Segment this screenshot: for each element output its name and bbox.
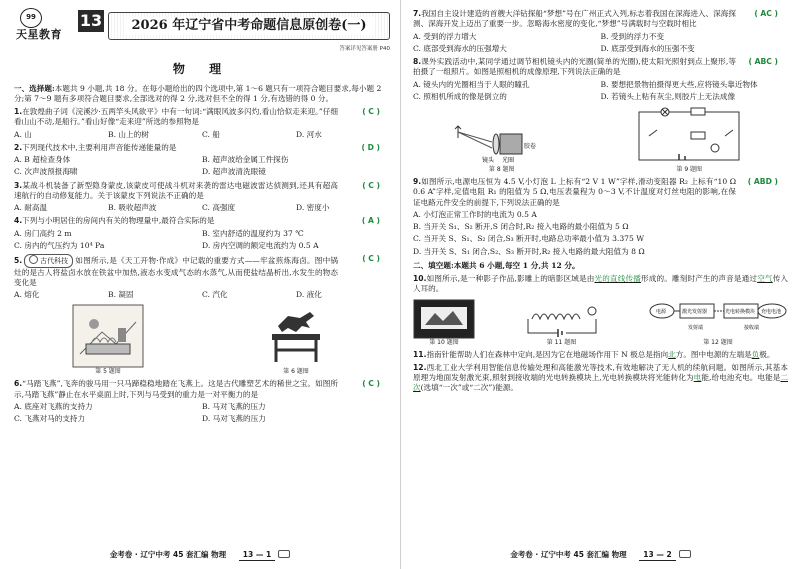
question-9 (413, 177, 788, 257)
options (14, 229, 390, 252)
options (14, 203, 390, 213)
footer-right (401, 550, 800, 561)
question-number: 1. (14, 107, 23, 117)
question-6 (14, 379, 390, 424)
question-text: 西北工业大学利用智能信息传输处理和高能激光等技术,有效地解决了无人机的续航问题。如图所示,其基本原理为地面发射激光束,照射到接收端的光电转换模块上,光电转换模块将光能转化为 (413, 362, 788, 383)
figure-11-caption: 第 11 题图 (546, 338, 577, 346)
option-a: A. B 超检查身体 (14, 155, 71, 165)
topic-tag-label: 古代科技 (40, 257, 69, 266)
figure-9-caption: 第 9 题图 (676, 166, 703, 173)
figures-8-9 (413, 106, 788, 174)
paper-number: 13 (79, 11, 103, 30)
figure-6-caption: 第 6 题图 (283, 368, 309, 376)
figure-9 (629, 106, 749, 174)
question-text: (选填“一次”或“二次”)能源。 (420, 383, 518, 393)
options (413, 80, 788, 103)
option-d: D. 当开关 S、S₁ 闭合,S₂、S₃ 断开时,R₂ 接入电路的最大阻值为 8 Ω (413, 246, 645, 256)
section-2-title (413, 261, 788, 271)
question-text: 如图所示,是《天工开物·作成》中记载的重要方式——牢盆煎炼海卤。图中锅灶的是古人将盐卤水放在铁盆中加热,液态水变成气态的水蒸气,从而使盐结晶析出,水发生的物态变化是 (14, 256, 338, 287)
gear-icon (29, 255, 38, 264)
option-a: A. 镜头内的光圈相当于人眼的瞳孔 (413, 79, 530, 89)
option-b: B. 马对飞燕的压力 (202, 401, 266, 411)
brand (14, 6, 78, 44)
answer-blank-1: 电 (693, 373, 702, 383)
option-b: B. 受到的浮力不变 (600, 31, 665, 41)
question-4 (14, 216, 390, 251)
coil-circuit-icon (522, 299, 602, 339)
question-text: 能,给电池充电。电能是 (701, 373, 781, 383)
question-number: 11. (413, 349, 427, 359)
figure-5 (72, 304, 144, 376)
page-number: 13 — 2 (639, 550, 675, 561)
option-a: A. 受到的浮力增大 (413, 31, 477, 41)
question-text: 下列与小明居住的房间内有关的物理量中,最符合实际的是 (22, 216, 215, 226)
option-b: B. 超声波给金属工件探伤 (202, 155, 289, 165)
question-number: 9. (413, 177, 422, 187)
section-1-title (14, 84, 390, 105)
footer-text: 金考卷 · 辽宁中考 45 套汇编 物理 (510, 549, 627, 559)
topic-tag (24, 254, 73, 267)
figure-10 (413, 299, 475, 347)
figure-5-caption: 第 5 题图 (95, 368, 121, 376)
question-text: 形成的。雕刻时产生的声音是通过 (640, 274, 758, 284)
option-c: C. 汽化 (202, 290, 228, 300)
question-stem (14, 143, 390, 153)
figure-11 (522, 299, 602, 347)
option-a: A. 小灯泡正常工作时的电流为 0.5 A (413, 209, 537, 219)
figure-6 (260, 304, 332, 376)
fig12-a: 电源 (656, 308, 667, 315)
question-12 (413, 363, 788, 394)
options (14, 130, 390, 140)
option-c: C. 房内的气压约为 10⁴ Pa (14, 240, 105, 250)
question-number: 6. (14, 379, 23, 389)
option-d: D. 超声波清洗眼镜 (202, 167, 266, 177)
question-10 (413, 274, 788, 295)
question-number: 10. (413, 274, 427, 284)
figure-8 (452, 118, 552, 174)
section-2-label: 二、填空题: (413, 260, 454, 270)
fig12-c: 发射端 (688, 324, 704, 331)
subject-title: 物 理 (172, 62, 232, 77)
options (14, 402, 390, 425)
question-text: 如图所示,是一种影子作品,影雕上的暗影区域是由 (426, 274, 595, 284)
fig8-label-aperture: 光圈 (501, 157, 514, 164)
section-1-desc: 本题共 9 小题,共 18 分。在每小题给出的四个选项中,第 1～6 题只有一项符合题目要求,每小题 2 分;第 7～9 题有多项符合题目要求,全部选对的得 2 分,选对但不全的得 1 分,有选错的得 0 分。 (14, 83, 382, 103)
question-number: 7. (413, 9, 422, 18)
answer-mark: ( ABC ) (748, 57, 778, 66)
question-stem (413, 57, 788, 78)
page-number: 13 — 1 (239, 550, 275, 561)
section-2-desc: 本题共 6 小题,每空 1 分,共 12 分。 (453, 260, 580, 270)
option-c: C. 船 (202, 129, 220, 139)
question-text: 某战斗机装备了新型隐身蒙皮,该蒙皮可使战斗机对来袭的雷达电磁波雷达侦测到,还具有超高速航行的自动修复能力。关于该蒙皮下列说法不正确的是 (14, 180, 338, 200)
circuit-diagram-icon (629, 106, 749, 166)
answer-reference: 答案详见答案册 P40 (339, 46, 390, 52)
option-c: C. 照相机所成的像是倒立的 (413, 91, 507, 101)
question-stem (14, 181, 390, 202)
option-a: A. 山 (14, 129, 32, 139)
paper-title-box (108, 12, 390, 40)
answer-mark: ( D ) (361, 142, 380, 152)
question-7 (413, 9, 788, 54)
option-d: D. 马对飞燕的压力 (202, 414, 266, 424)
figure-10-caption: 第 10 题图 (429, 338, 459, 346)
option-d: D. 河水 (296, 129, 322, 139)
question-stem (413, 177, 788, 208)
horse-statue-icon (260, 304, 332, 368)
fig12-e: 充电电池 (761, 308, 782, 315)
option-c: C. 次声波预报海啸 (14, 167, 78, 177)
option-b: B. 要想把景物拍摄得更大些,应将镜头靠近物体 (600, 79, 758, 89)
question-text: 方。图中电源的左端是 (675, 349, 752, 359)
option-b: B. 室内舒适的温度约为 37 ℃ (202, 228, 304, 238)
options (413, 210, 788, 257)
question-text: 如图所示,电源电压恒为 4.5 V,小灯泡 L 上标有“2 V 1 W”字样,滑动变阻器 R₂ 上标有“10 Ω 0.6 A”字样,定值电阻 R₁ 的阻值为 5 Ω,电压表量程为 0～3 V,不计温度对灯丝电阻的影响,在保证电路元件安全的前提下,下列说法正确的是 (413, 177, 736, 207)
camera-diagram-icon (452, 118, 552, 166)
question-3 (14, 181, 390, 214)
question-text: 在敦煌曲子词《浣溪沙·五两竿头风欲平》中有一句词:“满眼风波多闪灼,看山恰似走来迎。”仔细看山山不动,是船行。”看山好像“走来迎”所选的参照物是 (14, 107, 338, 127)
question-1 (14, 107, 390, 140)
question-stem (14, 379, 390, 400)
option-b: B. 当开关 S₁、S₂ 断开,S 闭合时,R₂ 接入电路的最小阻值为 5 Ω (413, 222, 629, 232)
answer-blank-2: 空气 (757, 274, 773, 284)
question-stem (14, 216, 390, 226)
fig8-label-lens: 镜头 (481, 157, 494, 164)
option-a: A. 熔化 (14, 290, 40, 300)
options (14, 155, 390, 178)
option-c: C. 底部受到海水的压强增大 (413, 43, 507, 53)
question-2 (14, 143, 390, 178)
question-text: 指南针能帮助人们在森林中定向,是因为它在地磁场作用下 N 极总是指向 (426, 349, 669, 359)
fill-question-list (413, 274, 788, 394)
footer-left (0, 550, 400, 561)
answer-blank-2: 负 (751, 349, 760, 359)
answer-mark: ( C ) (362, 180, 380, 190)
figure-12 (648, 299, 788, 347)
page-badge-icon (278, 550, 290, 558)
option-b: B. 吸收超声波 (108, 203, 157, 213)
options (413, 32, 788, 55)
section-1-label: 一、选择题: (14, 83, 55, 93)
option-b: B. 凝固 (108, 290, 134, 300)
option-c: C. 当开关 S、S₁、S₂ 闭合,S₃ 断开时,电路总功率最小值为 3.375 W (413, 234, 645, 244)
question-stem (413, 274, 788, 295)
answer-mark: ( C ) (362, 107, 380, 117)
shadow-carving-icon (413, 299, 475, 339)
figure-12-caption: 第 12 题图 (703, 338, 733, 346)
option-d: D. 底部受到海水的压强不变 (600, 43, 695, 53)
question-stem (14, 107, 390, 128)
question-number: 5. (14, 256, 23, 266)
question-text: 传入人耳的。 (413, 274, 789, 294)
question-number: 2. (14, 142, 23, 152)
brand-name: 天星教育 (16, 28, 62, 41)
answer-mark: ( C ) (362, 379, 380, 389)
figure-8-caption: 第 8 题图 (488, 166, 515, 173)
answer-blank-2: 二次 (413, 373, 789, 393)
question-8 (413, 57, 788, 102)
option-c: C. 飞燕对马的支持力 (14, 414, 86, 424)
answer-mark: ( AC ) (754, 9, 778, 18)
option-d: D. 房内空调的额定电流约为 0.5 A (202, 240, 319, 250)
question-text: “马踏飞燕”,飞奔的骏马用一只马蹄稳稳地踏在飞燕上。这是古代雕塑艺术的稀世之宝。如图所示,马踏飞燕”静止在水平桌面上时,下列与马受到的重力是一对平衡力的是 (14, 379, 338, 399)
brand-logo-icon: 99 (20, 8, 42, 28)
question-text: 课外实践活动中,某同学通过调节相机镜头内的光圈(简单的光圈),使太阳光照射到点上聚形,等拍摄了一组照片。如图是照相机的成像原理,下列说法正确的是 (413, 57, 736, 77)
option-c: C. 高强度 (202, 203, 236, 213)
answer-mark: ( C ) (362, 254, 380, 264)
fig8-label-film: 胶卷 (523, 143, 536, 150)
answer-blank-1: 光的直线传播 (594, 274, 641, 284)
question-number: 8. (413, 57, 422, 66)
right-page (400, 0, 800, 569)
answer-mark: ( ABD ) (747, 177, 778, 187)
option-d: D. 密度小 (296, 203, 330, 213)
option-d: D. 若镜头上粘有灰尘,则胶片上无法成像 (600, 91, 736, 101)
footer-text: 金考卷 · 辽宁中考 45 套汇编 物理 (109, 549, 227, 559)
fig12-f: 接收端 (744, 324, 760, 331)
figures-5-6 (14, 304, 390, 376)
question-number: 12. (413, 362, 427, 372)
figures-10-12 (413, 299, 788, 347)
paper-header (14, 6, 390, 44)
fig12-b: 激光发射器 (682, 308, 708, 315)
option-a: A. 底座对飞燕的支持力 (14, 401, 93, 411)
answer-blank-1: 北 (668, 349, 676, 359)
option-a: A. 耐高温 (14, 203, 48, 213)
laser-charging-diagram-icon (648, 299, 788, 339)
options (14, 290, 390, 300)
question-stem (14, 254, 390, 288)
right-question-list (413, 9, 788, 257)
option-d: D. 液化 (296, 290, 322, 300)
question-stem (413, 350, 788, 360)
fig12-d: 光电转换模块 (725, 308, 756, 315)
question-text: 我国自主设计建造的首艘大洋钻探船“梦想”号在广州正式入列,标志着我国在深海进入、深海探测、深海开发上迈出了重要一步。忽略海水密度的变化,“梦想”号满载时与空载时相比 (413, 9, 736, 29)
page-badge-icon (679, 550, 691, 558)
answer-mark: ( A ) (361, 216, 380, 226)
question-5 (14, 254, 390, 300)
question-text: 下列现代技术中,主要利用声音能传递能量的是 (22, 142, 177, 152)
paper-title: 2026 年辽宁省中考命题信息原创卷(一) (125, 17, 372, 35)
question-stem (413, 9, 788, 30)
option-b: B. 山上的树 (108, 129, 149, 139)
left-question-list (14, 107, 390, 424)
question-stem (413, 363, 788, 394)
salt-boiling-illustration-icon (72, 304, 144, 368)
question-text: 极。 (759, 349, 775, 359)
option-a: A. 房门高约 2 m (14, 228, 72, 238)
question-number: 4. (14, 216, 23, 226)
question-number: 3. (14, 180, 23, 190)
question-11 (413, 350, 788, 360)
